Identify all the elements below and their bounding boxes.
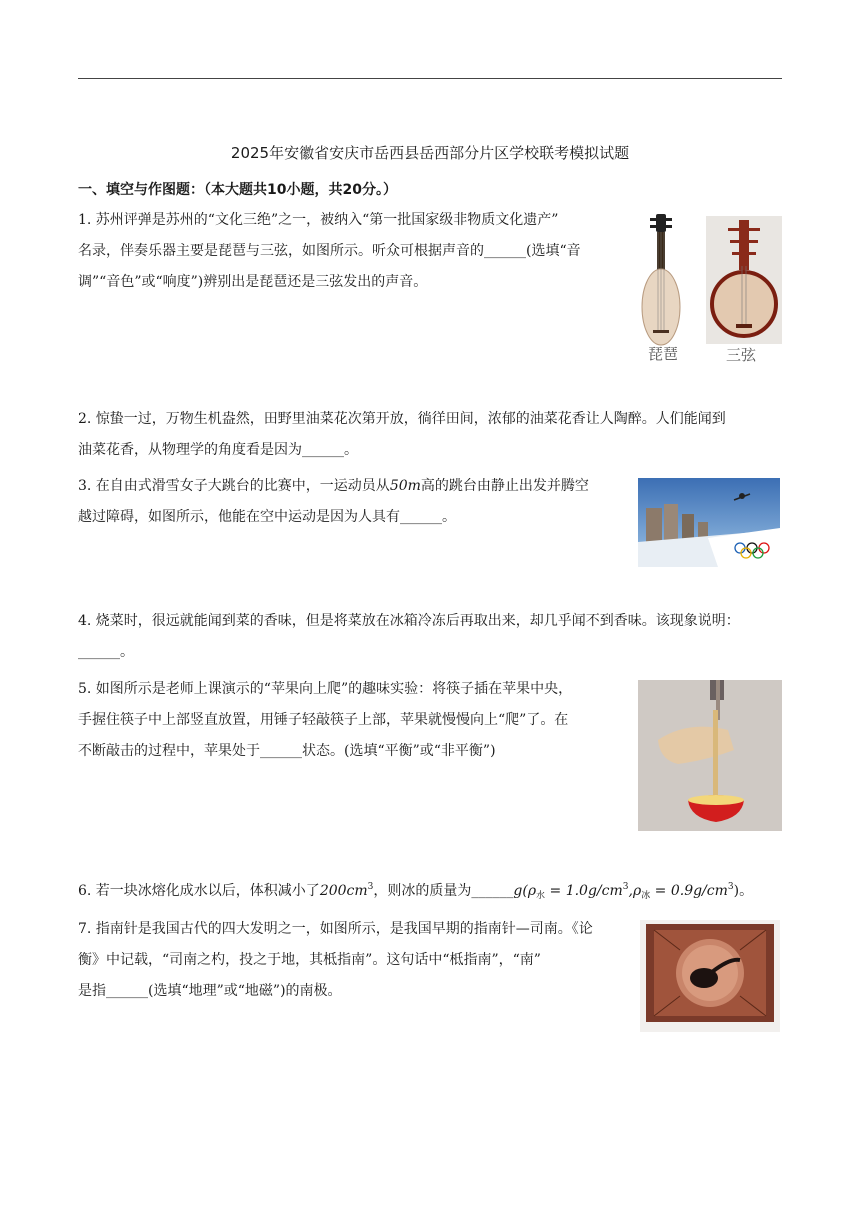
density-formula: $g(\rho_水 = 1.0g/cm^3,\rho_冰 = 0.9g/cm^3$	[513, 882, 734, 901]
volume-value: $200cm^3$	[319, 882, 374, 899]
question-3-line: 越过障碍，如图所示，他能在空中运动是因为人具有______。	[78, 509, 456, 525]
question-5-line: 手握住筷子中上部竖直放置，用锤子轻敲筷子上部，苹果就慢慢向上“爬”了。在	[78, 712, 569, 728]
question-6	[78, 872, 788, 912]
question-1-line: 名录，伴奏乐器主要是琵琶与三弦，如图所示。听众可根据声音的______(选填“音	[78, 243, 581, 259]
question-4-line: 4. 烧菜时，很远就能闻到菜的香味，但是将菜放在冰箱冷冻后再取出来，却几乎闻不到香味。该现象说明：	[78, 613, 740, 629]
question-7	[78, 914, 638, 1007]
question-1-line: 调”“音色”或“响度”)辨别出是琵琶还是三弦发出的声音。	[78, 274, 428, 290]
question-5-line: 不断敲击的过程中，苹果处于______状态。(选填“平衡”或“非平衡”)	[78, 743, 496, 759]
question-6-line: 6. 若一块冰熔化成水以后，体积减小了$200cm^3$，则冰的质量为$\_\_\_\_\_\_g(\rho_水 = 1.0g/cm^3,\rho_冰 = 0.9g/cm^3)$。	[78, 882, 754, 901]
sanxian-image	[706, 216, 782, 366]
page-title: 2025年安徽省安庆市岳西县岳西部分片区学校联考模拟试题	[230, 144, 630, 162]
sinan-compass-image	[640, 920, 780, 1032]
pipa-caption: 琵琶	[648, 345, 679, 362]
question-7-line: 衡》中记载，“司南之杓，投之于地，其柢指南”。这句话中“柢指南”，“南”	[78, 952, 541, 968]
question-2-line: 2. 惊蛰一过，万物生机盎然，田野里油菜花次第开放，徜徉田间，浓郁的油菜花香让人陶醉。人们能闻到	[78, 411, 726, 427]
question-7-line: 是指______(选填“地理”或“地磁”)的南极。	[78, 983, 342, 999]
question-1	[78, 205, 638, 298]
question-2-line: 油菜花香，从物理学的角度看是因为______。	[78, 442, 358, 458]
question-5-line: 5. 如图所示是老师上课演示的“苹果向上爬”的趣味实验：将筷子插在苹果中央，	[78, 681, 573, 697]
question-1-line: 1. 苏州评弹是苏州的“文化三绝”之一，被纳入“第一批国家级非物质文化遗产”	[78, 212, 559, 228]
question-5	[78, 674, 638, 767]
height-value: 50m	[389, 478, 421, 494]
sanxian-caption: 三弦	[726, 346, 757, 364]
pipa-image	[636, 212, 692, 362]
question-4	[78, 606, 788, 668]
apple-experiment-image	[638, 680, 782, 831]
question-3-line: 3. 在自由式滑雪女子大跳台的比赛中，一运动员从50m高的跳台由静止出发并腾空	[78, 478, 589, 494]
ski-jump-image	[638, 478, 780, 567]
header-rule	[78, 78, 782, 79]
question-4-line: ______。	[78, 644, 134, 660]
question-2	[78, 404, 788, 466]
section-heading: 一、填空与作图题：（本大题共10小题，共20分。）	[78, 182, 397, 198]
question-7-line: 7. 指南针是我国古代的四大发明之一，如图所示，是我国早期的指南针—司南。《论	[78, 921, 593, 937]
question-3	[78, 471, 638, 533]
